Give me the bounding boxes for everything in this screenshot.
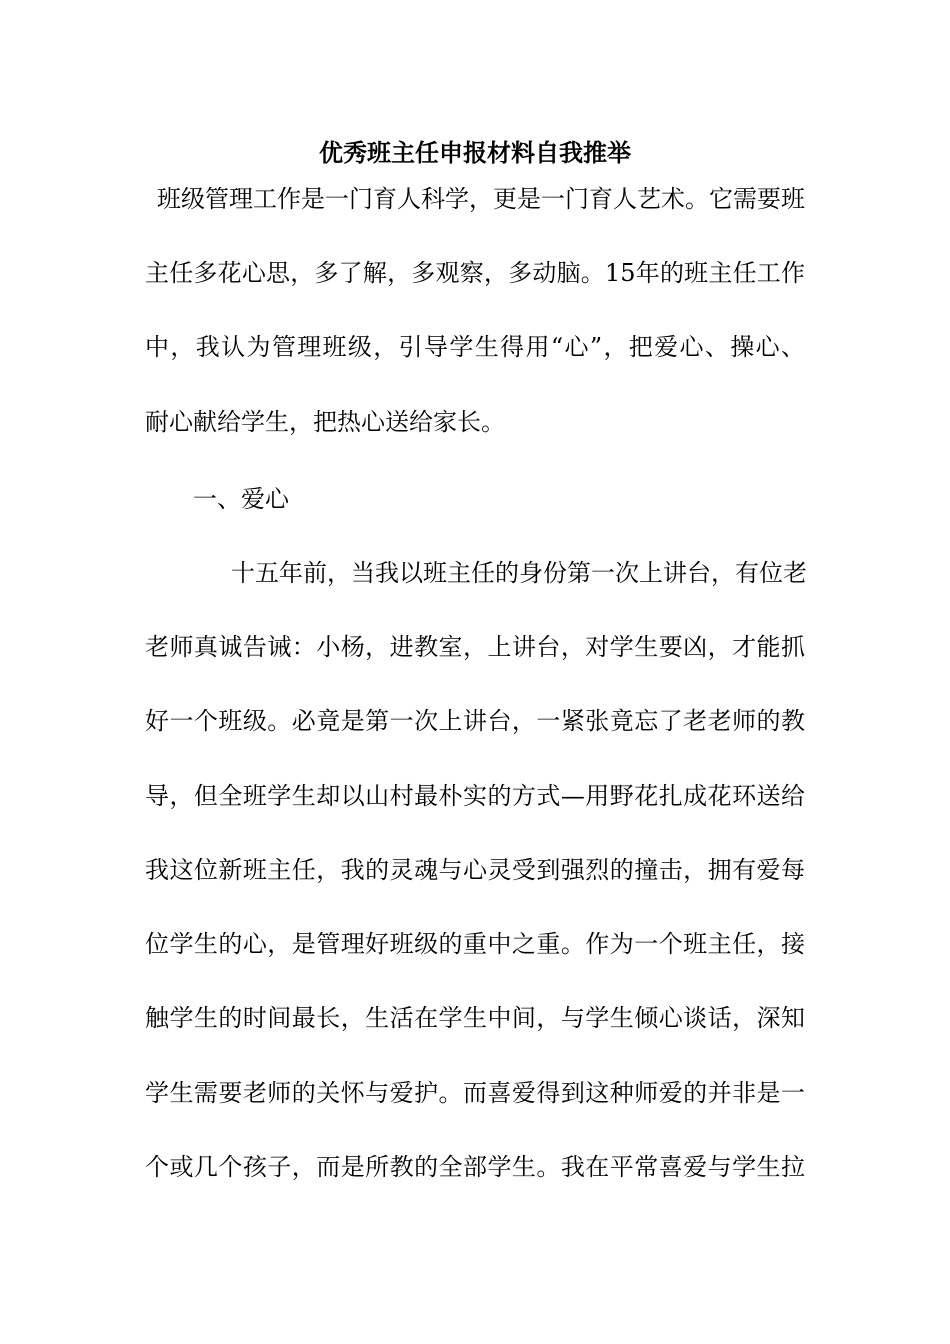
paragraph-line: 耐心献给学生，把热心送给家长。 bbox=[145, 408, 505, 436]
paragraph-line: 主任多花心思，多了解，多观察，多动脑。15年的班主任工作 bbox=[145, 259, 805, 287]
document-title: 优秀班主任申报材料自我推举 bbox=[319, 138, 631, 167]
paragraph-line: 十五年前，当我以班主任的身份第一次上讲台，有位老 bbox=[231, 559, 807, 587]
paragraph-line: 老师真诚告诫：小杨，进教室，上讲台，对学生要凶，才能抓 bbox=[145, 633, 805, 661]
paragraph-line: 班级管理工作是一门育人科学，更是一门育人艺术。它需要班 bbox=[157, 185, 805, 213]
paragraph-line: 导，但全班学生却以山村最朴实的方式—用野花扎成花环送给 bbox=[145, 782, 805, 810]
paragraph-line: 个或几个孩子，而是所教的全部学生。我在平常喜爱与学生拉 bbox=[145, 1153, 805, 1181]
paragraph-line: 学生需要老师的关怀与爱护。而喜爱得到这种师爱的并非是一 bbox=[145, 1079, 805, 1107]
paragraph-line: 中，我认为管理班级，引导学生得用“心”，把爱心、操心、 bbox=[145, 333, 805, 361]
paragraph-line: 我这位新班主任，我的灵魂与心灵受到强烈的撞击，拥有爱每 bbox=[145, 856, 805, 884]
paragraph-line: 位学生的心，是管理好班级的重中之重。作为一个班主任，接 bbox=[145, 930, 805, 958]
paragraph-line: 好一个班级。必竟是第一次上讲台，一紧张竟忘了老老师的教 bbox=[145, 707, 805, 735]
paragraph-line: 触学生的时间最长，生活在学生中间，与学生倾心谈话，深知 bbox=[145, 1004, 805, 1032]
section-heading: 一、爱心 bbox=[193, 485, 289, 513]
